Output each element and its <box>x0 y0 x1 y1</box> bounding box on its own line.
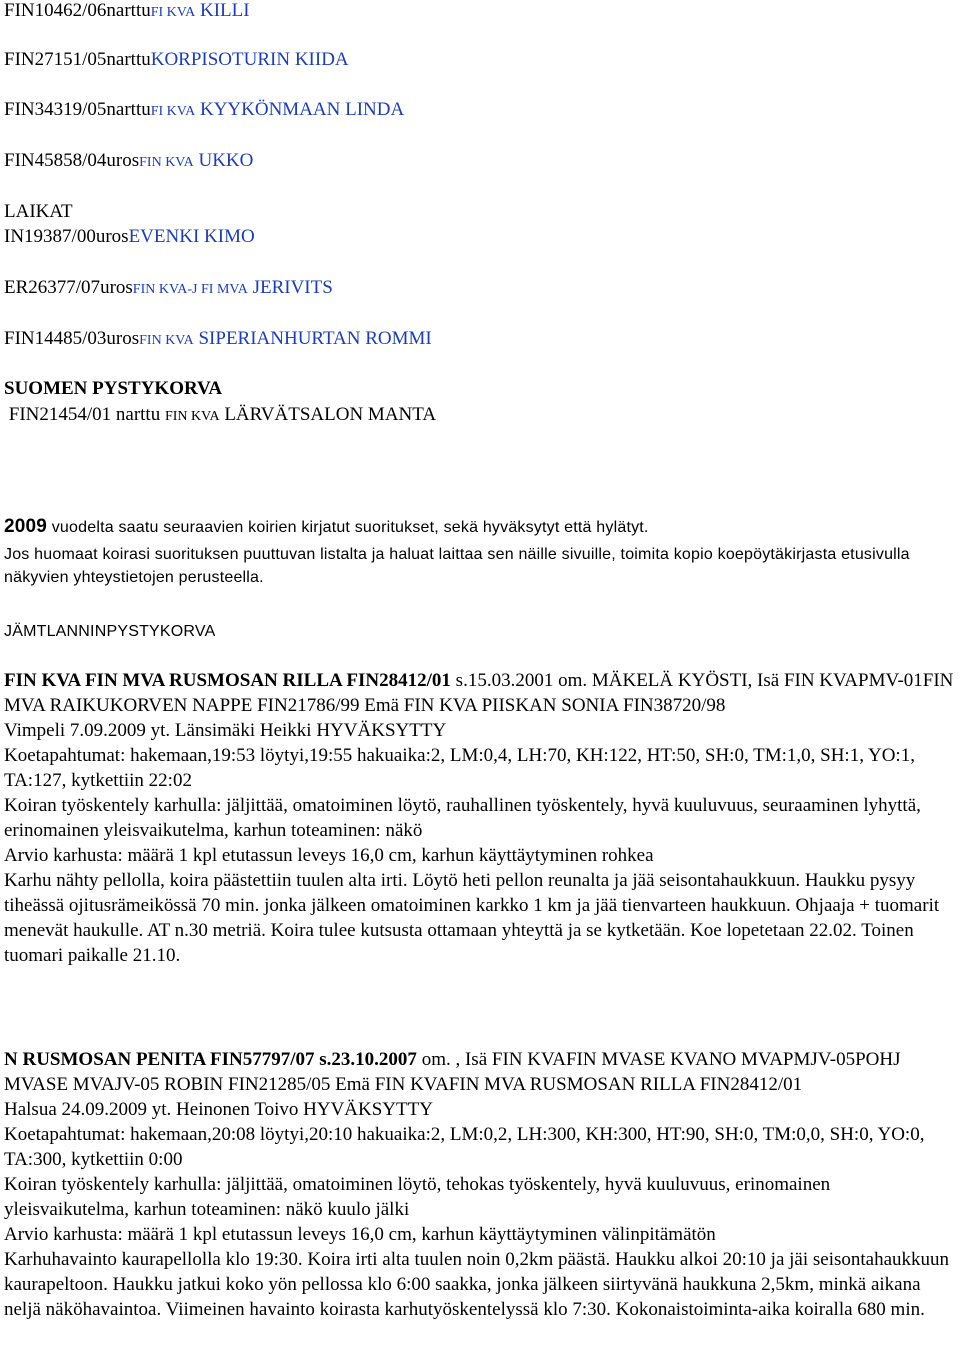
reg-code: FIN45858/04 <box>4 150 107 171</box>
trial-story: Karhu nähty pellolla, koira päästettiin tuulen alta irti. Löytö heti pellon reunalta ja jää seisontahaukkuun. Haukku pysyy tiheässä ojitusrämeikössä 70 min. jonka jälkeen omatoiminen karkko 1 km ja jää tienvarteen haukkuun. Ohjaaja + tuomarit menevät haukulle. AT n.30 metriä. Koira tulee kutsusta ottamaan yhteyttä ja se kytketään. Koe lopetetaan 22.02. Toinen tuomari paikalle 21.10. <box>4 870 940 966</box>
sex: narttu <box>106 49 151 70</box>
result-row <box>4 277 333 301</box>
dog-name-link[interactable]: KYYKÖNMAAN LINDA <box>199 99 405 120</box>
reg-code: FIN27151/05 <box>4 49 107 70</box>
trial-judge: Heinonen Toivo HYVÄKSYTTY <box>176 1099 433 1120</box>
dog-name-link[interactable]: JERIVITS <box>252 277 333 298</box>
dog-header <box>4 668 956 718</box>
sex: uros <box>106 328 140 349</box>
titles-link[interactable]: FIN KVA <box>139 155 194 170</box>
dog-name: LÄRVÄTSALON MANTA <box>224 404 437 425</box>
titles-link[interactable]: FI KVA <box>150 5 196 20</box>
dog-name-link[interactable]: KILLI <box>199 0 250 21</box>
reg-code: IN19387/00 <box>4 226 96 247</box>
dog-name-link[interactable]: UKKO <box>198 150 254 171</box>
trial-events: Koetapahtumat: hakemaan,20:08 löytyi,20:10 hakuaika:2, LM:0,2, LH:300, KH:300, HT:90, SH:0, TM:0,0, SH:0, YO:0, TA:300, kytkettiin 0:00 <box>4 1124 925 1170</box>
dog-name-link[interactable]: EVENKI KIMO <box>128 226 255 247</box>
trial-line <box>4 1097 956 1122</box>
trial-bear: Arvio karhusta: määrä 1 kpl etutassun leveys 16,0 cm, karhun käyttäytyminen välinpitämätön <box>4 1224 716 1245</box>
trial-line <box>4 718 956 743</box>
trial-work: Koiran työskentely karhulla: jäljittää, omatoiminen löytö, rauhallinen työskentely, hyvä kuuluvuus, seuraaminen lyhyttä, erinomainen yleisvaikutelma, karhun toteaminen: näkö <box>4 795 921 841</box>
trial-work: Koiran työskentely karhulla: jäljittää, omatoiminen löytö, tehokas työskentely, hyvä kuuluvuus, erinomainen yleisvaikutelma, karhun toteaminen: näkö kuulo jälki <box>4 1174 831 1220</box>
trial-place: Vimpeli 7.09.2009 yt. <box>4 720 171 741</box>
dog-entry-1 <box>4 668 956 968</box>
trial-bear: Arvio karhusta: määrä 1 kpl etutassun leveys 16,0 cm, karhun käyttäytyminen rohkea <box>4 845 654 866</box>
dog-header <box>4 1047 956 1097</box>
reg-code: FIN34319/05 <box>4 99 107 120</box>
dog-birth: s.15.03.2001 <box>455 670 554 691</box>
result-row <box>4 328 432 352</box>
result-row <box>4 150 253 174</box>
sex: uros <box>95 226 129 247</box>
trial-events: Koetapahtumat: hakemaan,19:53 löytyi,19:55 hakuaika:2, LM:0,4, LH:70, KH:122, HT:50, SH:0, TM:1,0, SH:1, YO:1, TA:127, kytkettiin 22:02 <box>4 745 915 791</box>
titles: FIN KVA <box>164 409 220 424</box>
section-heading: LAIKAT <box>4 201 73 222</box>
result-row <box>4 226 255 248</box>
intro-text: vuodelta saatu seuraavien koirien kirjatut suoritukset, sekä hyväksytyt että hylätyt. <box>51 519 649 536</box>
section-heading: SUOMEN PYSTYKORVA <box>4 378 223 399</box>
sex: narttu <box>106 99 151 120</box>
breed-heading: JÄMTLANNINPYSTYKORVA <box>4 623 216 640</box>
dog-title: N RUSMOSAN PENITA FIN57797/07 s.23.10.2007 <box>4 1049 417 1070</box>
result-row <box>4 0 250 24</box>
dog-title: FIN KVA FIN MVA RUSMOSAN RILLA FIN28412/01 <box>4 670 451 691</box>
sex: uros <box>100 277 133 298</box>
dog-owner-parents: om. , Isä FIN KVAFIN MVASE KVANO MVAPMJV-05POHJ MVASE MVAJV-05 ROBIN FIN21285/05 Emä FIN KVAFIN MVA RUSMOSAN RILLA FIN28412/01 <box>4 1049 901 1095</box>
sex: uros <box>106 150 140 171</box>
dog-name-link[interactable]: SIPERIANHURTAN ROMMI <box>198 328 432 349</box>
intro-paragraph: Jos huomaat koirasi suorituksen puuttuvan listalta ja haluat laittaa sen näille sivuille, toimita kopio koepöytäkirjasta etusivulla näkyvien yhteystietojen perusteella. <box>4 546 910 586</box>
sex: narttu <box>106 0 151 21</box>
dog-entry-2 <box>4 1047 956 1322</box>
reg-code: ER26377/07 <box>4 277 101 298</box>
reg-code: FIN14485/03 <box>4 328 107 349</box>
dog-owner-parents: om. MÄKELÄ KYÖSTI, Isä FIN KVAPMV-01FIN MVA RAIKUKORVEN NAPPE FIN21786/99 Emä FIN KVA PIISKAN SONIA FIN38720/98 <box>4 670 954 716</box>
intro-year: 2009 <box>4 516 48 537</box>
reg-code: FIN10462/06 <box>4 0 107 21</box>
intro-line <box>4 516 649 539</box>
result-row <box>4 99 404 123</box>
trial-place: Halsua 24.09.2009 yt. <box>4 1099 172 1120</box>
result-row <box>4 404 436 428</box>
titles-link[interactable]: FI KVA <box>150 104 196 119</box>
trial-story: Karhuhavainto kaurapellolla klo 19:30. Koira irti alta tuulen noin 0,2km päästä. Haukku alkoi 20:10 ja jäi seisontahaukkuun kaurapeltoon. Haukku jatkui koko yön pellossa klo 6:00 saakka, jonka jälkeen siirtyvänä haukkuna 2,5km, minkä aikana neljä näköhavaintoa. Viimeinen havainto koirasta karhutyöskentelyssä klo 7:30. Kokonaistoiminta-aika koiralla 680 min. <box>4 1249 950 1320</box>
dog-name-link[interactable]: KORPISOTURIN KIIDA <box>150 49 349 70</box>
trial-judge: Länsimäki Heikki HYVÄKSYTTY <box>174 720 447 741</box>
titles-link[interactable]: FIN KVA-J FI MVA <box>132 282 248 297</box>
result-row <box>4 49 349 71</box>
titles-link[interactable]: FIN KVA <box>139 333 194 348</box>
reg-code: FIN21454/01 narttu <box>8 404 161 425</box>
